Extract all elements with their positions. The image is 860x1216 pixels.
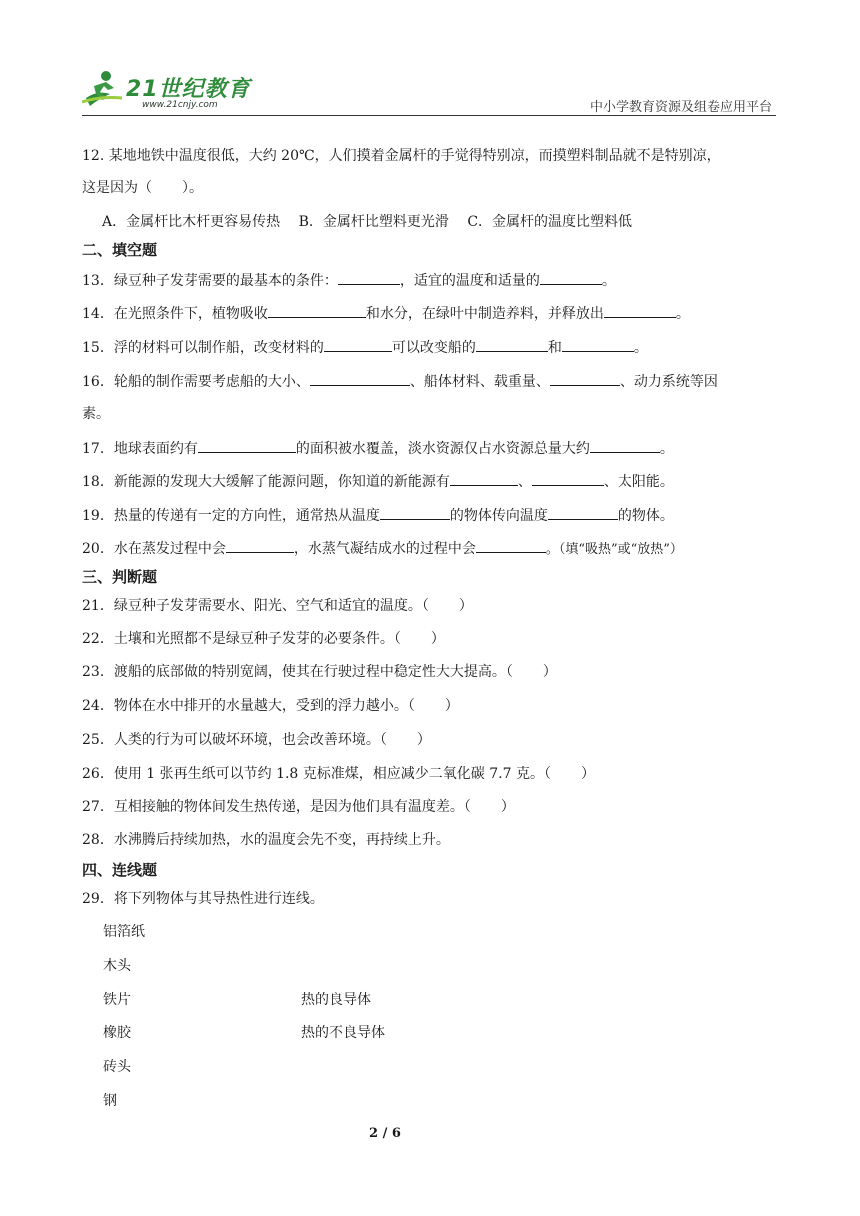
q12-line2 (82, 178, 203, 198)
q17-text-2: 的面积被水覆盖，淡水资源仅占水资源总量大约 (295, 441, 590, 457)
q17-text-3: 。 (659, 441, 674, 457)
q20-text: 20．水在蒸发过程中会 (82, 541, 226, 557)
q19-blank-1[interactable] (380, 505, 450, 520)
q13 (82, 270, 616, 291)
logo-url-text: www.21cnjy.com (142, 100, 218, 110)
q12-stem-end: 这是因为（ (82, 180, 152, 196)
q26 (82, 764, 595, 784)
q27-close: ） (500, 799, 515, 815)
q26-close: ） (580, 766, 595, 782)
q29: 29．将下列物体与其导热性进行连线。 (82, 891, 324, 907)
q17 (82, 438, 674, 459)
q14-blank-2[interactable] (604, 303, 676, 318)
q13-text: 13．绿豆种子发芽需要的最基本的条件： (82, 273, 338, 289)
section-judge-title: 三、判断题 (82, 568, 158, 586)
q19-text-3: 的物体。 (617, 508, 674, 524)
q13-text-2: ，适宜的温度和适量的 (399, 273, 540, 289)
q13-text-3: 。 (601, 273, 616, 289)
match-right-item[interactable]: 热的不良导体 (301, 1025, 385, 1041)
q14-text-3: 。 (675, 306, 690, 322)
q15-text-4: 。 (633, 340, 648, 356)
header-divider (82, 115, 776, 116)
q23-text: 23．渡船的底部做的特别宽阔，使其在行驶过程中稳定性大大提高。（ (82, 664, 513, 680)
q27-text: 27．互相接触的物体间发生热传递，是因为他们具有温度差。（ (82, 799, 471, 815)
q13-blank-2[interactable] (540, 270, 602, 285)
q18-text-2: 、 (517, 474, 532, 490)
q16-text-3: 、动力系统等因 (619, 374, 718, 390)
q27 (82, 797, 515, 817)
q18-text-3: 、太阳能。 (603, 474, 674, 490)
section-match-title: 四、连线题 (82, 861, 158, 879)
q15-blank-2[interactable] (476, 337, 548, 352)
q17-text: 17．地球表面约有 (82, 441, 198, 457)
q22 (82, 629, 445, 649)
q12-options (102, 212, 632, 232)
q16-cont: 素。 (82, 406, 110, 422)
q18 (82, 471, 674, 492)
match-left-item[interactable]: 橡胶 (103, 1025, 131, 1041)
match-right-item[interactable]: 热的良导体 (301, 992, 371, 1008)
q20-text-2: ，水蒸气凝结成水的过程中会 (293, 541, 476, 557)
runner-logo-icon (80, 68, 124, 110)
q25-text: 25．人类的行为可以破坏环境，也会改善环境。（ (82, 732, 387, 748)
header-tagline: 中小学教育资源及组卷应用平台 (590, 100, 773, 115)
q16-blank-2[interactable] (550, 371, 620, 386)
q15-blank-3[interactable] (562, 337, 634, 352)
match-left-item[interactable]: 铁片 (103, 992, 131, 1008)
q19 (82, 505, 674, 526)
q15-blank-1[interactable] (324, 337, 392, 352)
q20-text-3: 。（填“吸热”或“放热”） (545, 542, 683, 557)
q14-blank-1[interactable] (268, 303, 366, 318)
q19-blank-2[interactable] (548, 505, 618, 520)
q26-text: 26．使用 1 张再生纸可以节约 1.8 克标准煤，相应减少二氧化碳 7.7 克。（ (82, 766, 551, 782)
q23 (82, 662, 557, 682)
match-left-item[interactable]: 钢 (103, 1093, 117, 1109)
q28: 28．水沸腾后持续加热，水的温度会先不变，再持续上升。 (82, 832, 450, 848)
q15-text-2: 可以改变船的 (391, 340, 476, 356)
page-number: 2 / 6 (369, 1126, 401, 1141)
match-left-item[interactable]: 铝箔纸 (103, 924, 145, 940)
q12-line1: 12. 某地地铁中温度很低，大约 20℃，人们摸着金属杆的手觉得特别凉，而摸塑料制品就不是特别凉， (82, 148, 721, 164)
q18-text: 18．新能源的发现大大缓解了能源问题，你知道的新能源有 (82, 474, 450, 490)
q14-text: 14．在光照条件下，植物吸收 (82, 306, 268, 322)
q14 (82, 303, 690, 324)
q15 (82, 337, 648, 358)
logo (80, 68, 250, 114)
q16-blank-1[interactable] (310, 371, 410, 386)
q16-text-2: 、船体材料、载重量、 (409, 374, 550, 390)
option-b[interactable]: B．金属杆比塑料更光滑 (298, 214, 449, 230)
q20-blank-2[interactable] (476, 538, 546, 553)
q24-text: 24．物体在水中排开的水量越大，受到的浮力越小。（ (82, 698, 415, 714)
q14-text-2: 和水分，在绿叶中制造养料，并释放出 (365, 306, 604, 322)
q12-stem-close: ）。 (182, 180, 203, 196)
q20 (82, 538, 683, 560)
q20-blank-1[interactable] (226, 538, 294, 553)
q22-text: 22．土壤和光照都不是绿豆种子发芽的必要条件。（ (82, 631, 401, 647)
q18-blank-1[interactable] (450, 471, 518, 486)
q15-text: 15．浮的材料可以制作船，改变材料的 (82, 340, 324, 356)
q24 (82, 696, 459, 716)
logo-main-text: 21世纪教育 (126, 77, 251, 102)
q19-text: 19．热量的传递有一定的方向性，通常热从温度 (82, 508, 380, 524)
q16 (82, 371, 718, 392)
q25-close: ） (416, 732, 431, 748)
q19-text-2: 的物体传向温度 (449, 508, 548, 524)
q15-text-3: 和 (547, 340, 562, 356)
q18-blank-2[interactable] (532, 471, 604, 486)
option-c[interactable]: C．金属杆的温度比塑料低 (467, 214, 633, 230)
q22-close: ） (430, 631, 445, 647)
q25 (82, 730, 431, 750)
section-fill-title: 二、填空题 (82, 241, 158, 259)
q21-text: 21．绿豆种子发芽需要水、阳光、空气和适宜的温度。（ (82, 598, 429, 614)
match-left-item[interactable]: 木头 (103, 958, 131, 974)
option-a[interactable]: A．金属杆比木杆更容易传热 (102, 214, 281, 230)
q21 (82, 596, 473, 616)
q21-close: ） (458, 598, 473, 614)
q17-blank-1[interactable] (198, 438, 296, 453)
q24-close: ） (444, 698, 459, 714)
q17-blank-2[interactable] (590, 438, 660, 453)
q16-text: 16．轮船的制作需要考虑船的大小、 (82, 374, 310, 390)
match-left-item[interactable]: 砖头 (103, 1059, 131, 1075)
q13-blank-1[interactable] (338, 270, 400, 285)
q23-close: ） (542, 664, 557, 680)
